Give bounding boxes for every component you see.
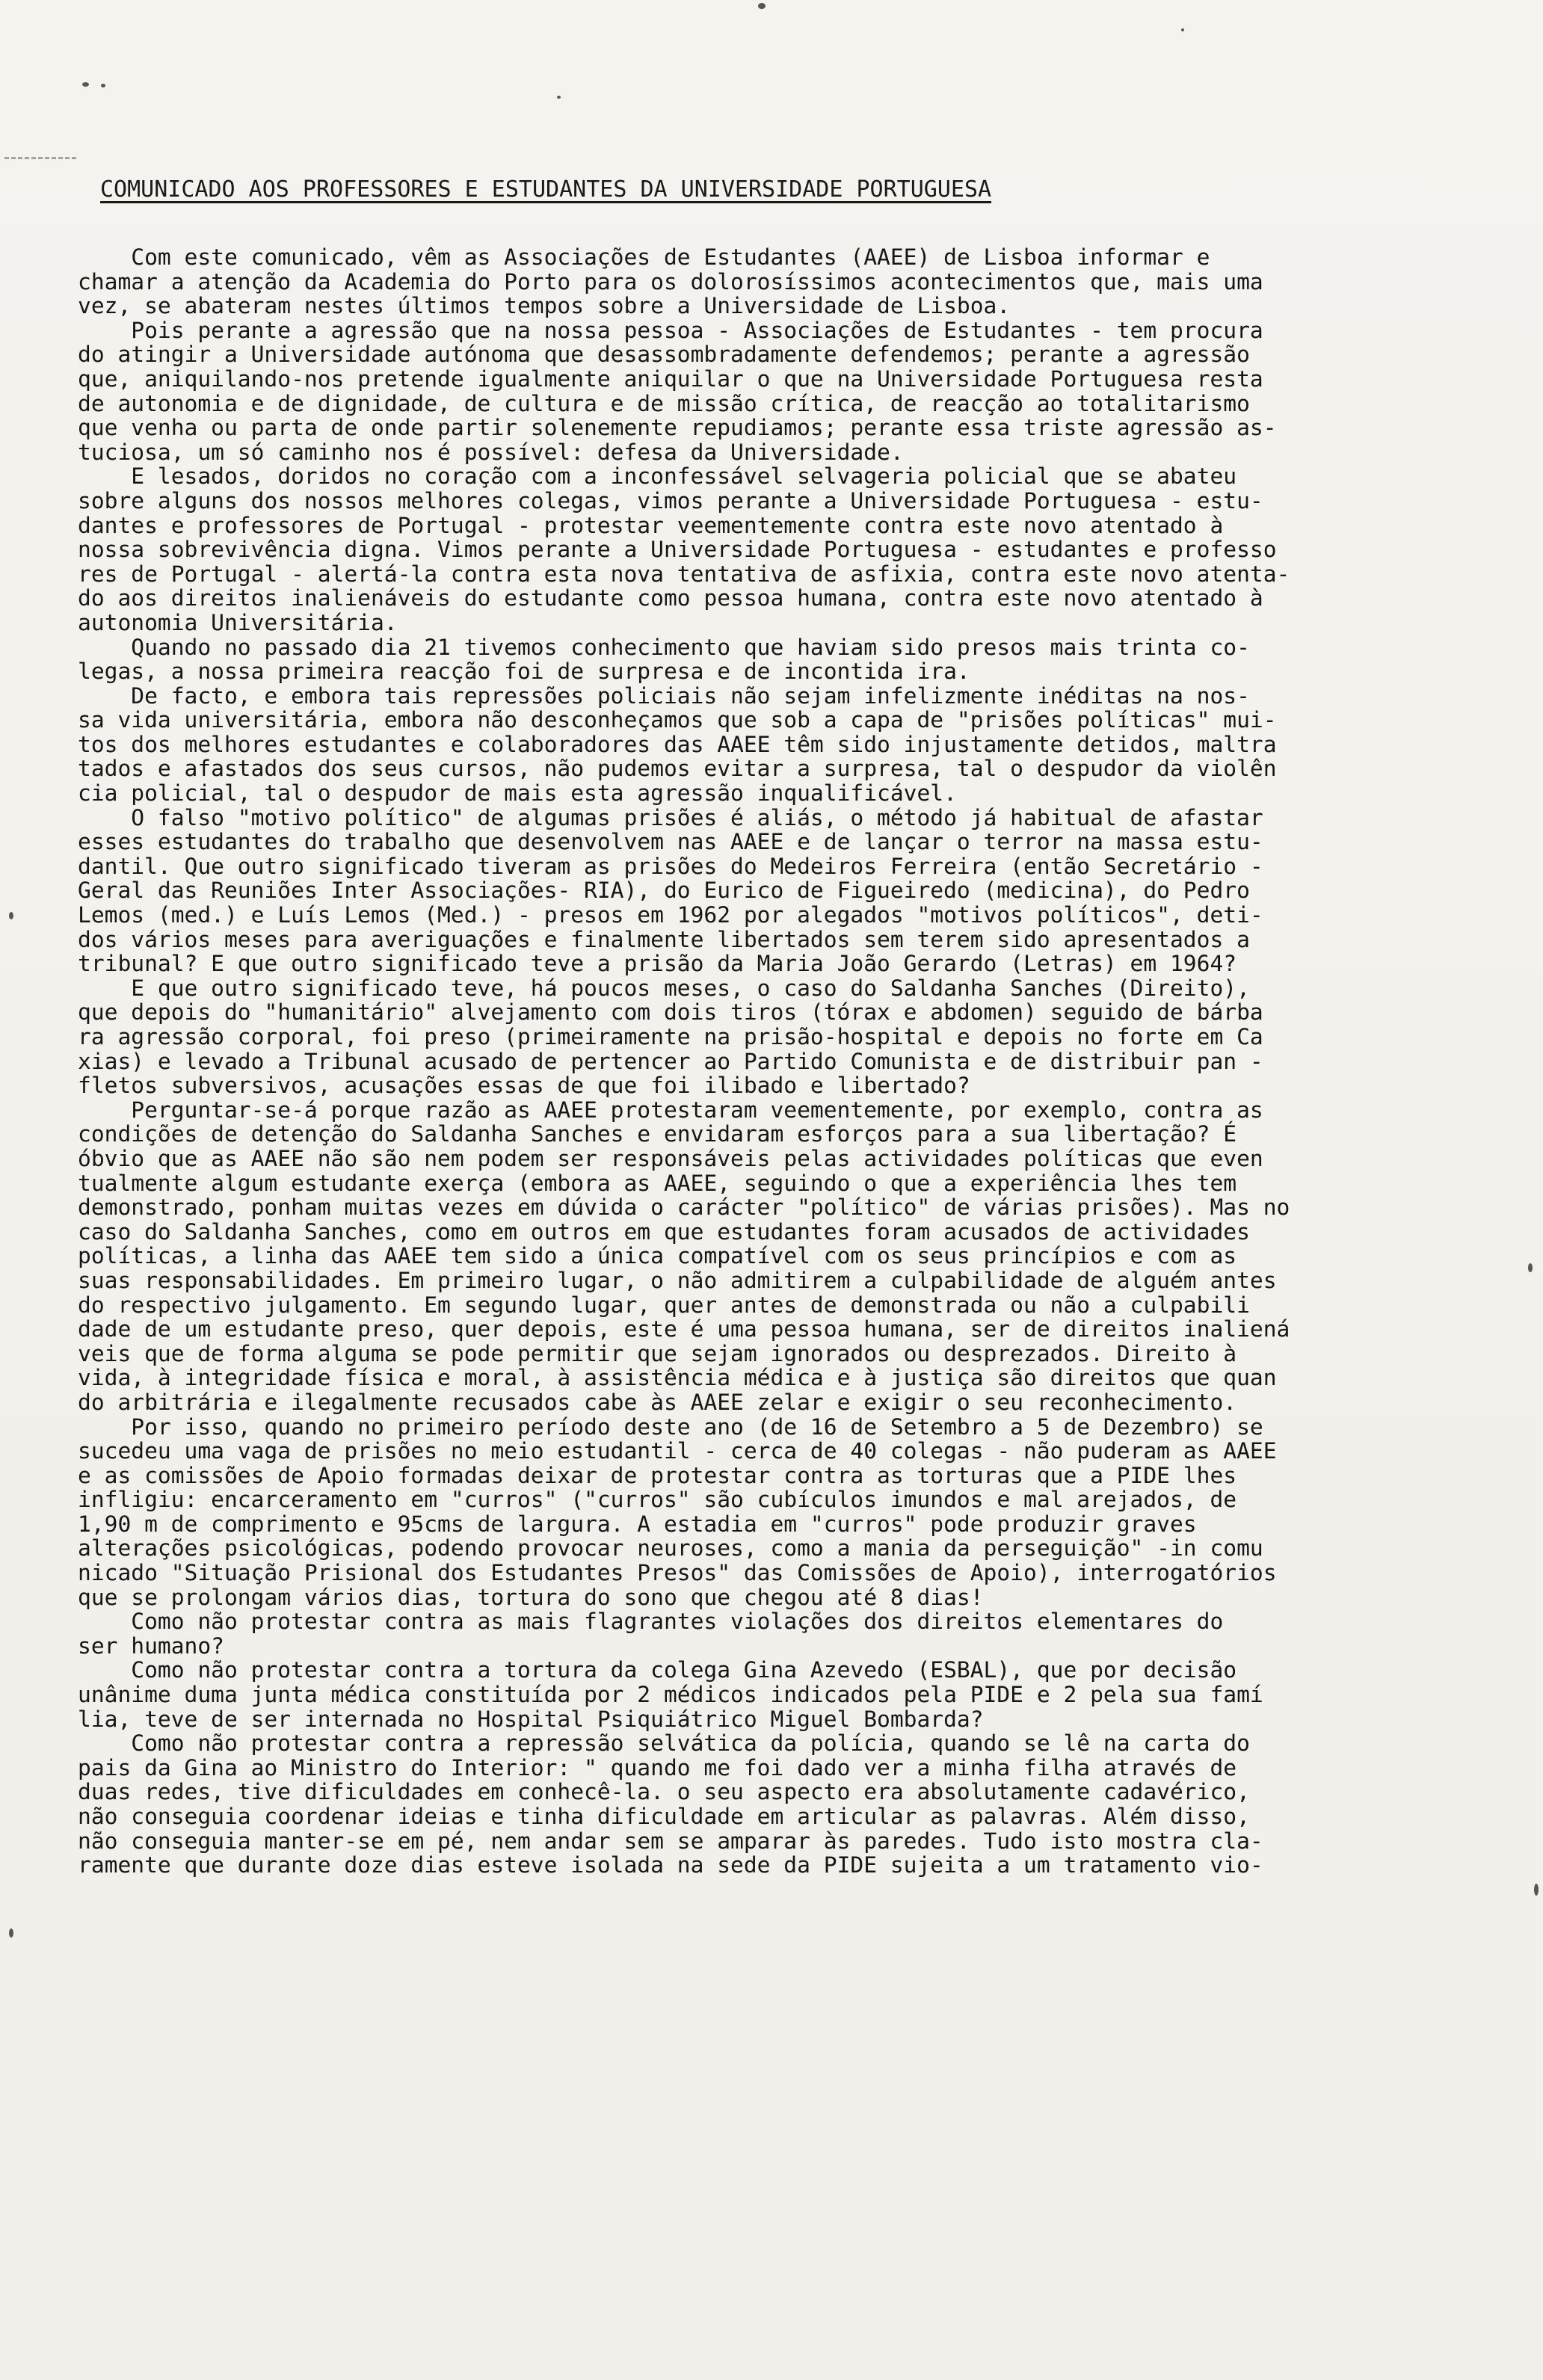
scan-speck bbox=[1528, 1263, 1533, 1272]
text-line: ser humano? bbox=[78, 1633, 224, 1659]
text-line: do atingir a Universidade autónoma que desassombradamente defendemos; perante a agressão bbox=[78, 342, 1250, 368]
text-line: tribunal? E que outro significado teve a prisão da Maria João Gerardo (Letras) em 1964? bbox=[78, 951, 1237, 977]
text-line: infligiu: encarceramento em "curros" ("curros" são cubículos imundos e mal arejados, de bbox=[78, 1487, 1237, 1513]
scan-speck bbox=[557, 96, 561, 99]
text-line: e as comissões de Apoio formadas deixar de protestar contra as torturas que a PIDE lhes bbox=[78, 1462, 1237, 1488]
text-line: unânime duma junta médica constituída por 2 médicos indicados pela PIDE e 2 pela sua famí bbox=[78, 1682, 1263, 1708]
text-line: dantes e professores de Portugal - protestar veementemente contra este novo atentado à bbox=[78, 512, 1224, 538]
text-line: condições de detenção do Saldanha Sanches e envidaram esforços para a sua libertação? É bbox=[78, 1121, 1237, 1147]
scan-smudge bbox=[4, 157, 76, 159]
text-line: nicado "Situação Prisional dos Estudantes Presos" das Comissões de Apoio), interrogatórios bbox=[78, 1560, 1277, 1586]
text-line: Como não protestar contra a tortura da colega Gina Azevedo (ESBAL), que por decisão bbox=[78, 1657, 1237, 1683]
text-line: cia policial, tal o despudor de mais esta agressão inqualificável. bbox=[78, 780, 957, 807]
text-line: tos dos melhores estudantes e colaboradores das AAEE têm sido injustamente detidos, maltra bbox=[78, 731, 1277, 757]
scan-speck bbox=[82, 82, 89, 87]
text-line: ra agressão corporal, foi preso (primeiramente na prisão-hospital e depois no forte em Ca bbox=[78, 1024, 1263, 1049]
text-line: óbvio que as AAEE não são nem podem ser responsáveis pelas actividades políticas que even bbox=[78, 1145, 1263, 1171]
text-line: sobre alguns dos nossos melhores colegas, vimos perante a Universidade Portuguesa - estu- bbox=[78, 487, 1263, 514]
page-title: COMUNICADO AOS PROFESSORES E ESTUDANTES DA UNIVERSIDADE PORTUGUESA bbox=[100, 176, 992, 203]
text-line: duas redes, tive dificuldades em conhecê-la. o seu aspecto era absolutamente cadavérico, bbox=[78, 1779, 1250, 1805]
text-line: Quando no passado dia 21 tivemos conhecimento que haviam sido presos mais trinta co- bbox=[78, 634, 1250, 660]
scan-speck bbox=[9, 1929, 13, 1937]
text-line: pais da Gina ao Ministro do Interior: " quando me foi dado ver a minha filha através de bbox=[78, 1754, 1237, 1781]
text-line: do arbitrária e ilegalmente recusados cabe às AAEE zelar e exigir o seu reconhecimento. bbox=[78, 1389, 1237, 1415]
text-line: caso do Saldanha Sanches, como em outros em que estudantes foram acusados de actividades bbox=[78, 1218, 1250, 1245]
scan-speck bbox=[101, 84, 105, 87]
text-line: Pois perante a agressão que na nossa pessoa - Associações de Estudantes - tem procura bbox=[78, 317, 1263, 343]
scan-speck bbox=[1534, 1884, 1539, 1896]
text-line: lia, teve de ser internada no Hospital Psiquiátrico Miguel Bombarda? bbox=[78, 1706, 984, 1732]
text-line: autonomia Universitária. bbox=[78, 609, 398, 635]
text-line: O falso "motivo político" de algumas prisões é aliás, o método já habitual de afastar bbox=[78, 804, 1263, 830]
text-line: 1,90 m de comprimento e 95cms de largura. A estadia em "curros" pode produzir graves bbox=[78, 1511, 1197, 1537]
text-line: Por isso, quando no primeiro período deste ano (de 16 de Setembro a 5 de Dezembro) se bbox=[78, 1413, 1263, 1440]
text-line: chamar a atenção da Academia do Porto para os dolorosíssimos acontecimentos que, mais uma bbox=[78, 268, 1263, 295]
text-line: xias) e levado a Tribunal acusado de pertencer ao Partido Comunista e de distribuir pan - bbox=[78, 1048, 1263, 1074]
scan-speck bbox=[758, 3, 766, 9]
text-line: sucedeu uma vaga de prisões no meio estudantil - cerca de 40 colegas - não puderam as AAEE bbox=[78, 1438, 1277, 1464]
text-line: que depois do "humanitário" alvejamento com dois tiros (tórax e abdomen) seguido de bárba bbox=[78, 999, 1263, 1026]
scan-speck bbox=[9, 912, 13, 919]
text-line: tados e afastados dos seus cursos, não pudemos evitar a surpresa, tal o despudor da violên bbox=[78, 756, 1277, 782]
text-line: vida, à integridade física e moral, à assistência médica e à justiça são direitos que quan bbox=[78, 1365, 1277, 1391]
text-line: Geral das Reuniões Inter Associações- RIA), do Eurico de Figueiredo (medicina), do Pedro bbox=[78, 878, 1250, 904]
text-line: Como não protestar contra as mais flagrantes violações dos direitos elementares do bbox=[78, 1609, 1224, 1635]
text-line: demonstrado, ponham muitas vezes em dúvida o carácter "político" de várias prisões). Mas no bbox=[78, 1194, 1290, 1221]
text-line: que venha ou parta de onde partir solenemente repudiamos; perante essa triste agressão as- bbox=[78, 415, 1277, 441]
text-line: vez, se abateram nestes últimos tempos sobre a Universidade de Lisboa. bbox=[78, 293, 1011, 319]
text-line: esses estudantes do trabalho que desenvolvem nas AAEE e de lançar o terror na massa estu- bbox=[78, 829, 1263, 855]
text-line: Como não protestar contra a repressão selvática da polícia, quando se lê na carta do bbox=[78, 1730, 1250, 1757]
text-line: tuciosa, um só caminho nos é possível: defesa da Universidade. bbox=[78, 439, 904, 465]
text-line: do respectivo julgamento. Em segundo lugar, quer antes de demonstrada ou não a culpabili bbox=[78, 1292, 1250, 1318]
text-line: Com este comunicado, vêm as Associações de Estudantes (AAEE) de Lisboa informar e bbox=[78, 244, 1210, 270]
text-line: tualmente algum estudante exerça (embora as AAEE, seguindo o que a experiência lhes tem bbox=[78, 1170, 1237, 1196]
text-line: não conseguia coordenar ideias e tinha dificuldade em articular as palavras. Além disso, bbox=[78, 1804, 1250, 1829]
text-line: De facto, e embora tais repressões policiais não sejam infelizmente inéditas na nos- bbox=[78, 682, 1250, 709]
text-line: não conseguia manter-se em pé, nem andar sem se amparar às paredes. Tudo isto mostra cla- bbox=[78, 1828, 1263, 1854]
text-line: Lemos (med.) e Luís Lemos (Med.) - presos em 1962 por alegados "motivos políticos", deti- bbox=[78, 902, 1263, 928]
text-line: Perguntar-se-á porque razão as AAEE protestaram veementemente, por exemplo, contra as bbox=[78, 1097, 1263, 1123]
text-line: E que outro significado teve, há poucos meses, o caso do Saldanha Sanches (Direito), bbox=[78, 975, 1250, 1001]
text-line: de autonomia e de dignidade, de cultura e de missão crítica, de reacção ao totalitarismo bbox=[78, 390, 1250, 416]
text-line: veis que de forma alguma se pode permitir que sejam ignorados ou desprezados. Direito à bbox=[78, 1340, 1237, 1366]
text-line: E lesados, doridos no coração com a inconfessável selvageria policial que se abateu bbox=[78, 463, 1237, 490]
text-line: que se prolongam vários dias, tortura do sono que chegou até 8 dias! bbox=[78, 1584, 984, 1610]
text-line: do aos direitos inalienáveis do estudante como pessoa humana, contra este novo atentado à bbox=[78, 585, 1263, 611]
text-line: suas responsabilidades. Em primeiro lugar, o não admitirem a culpabilidade de alguém antes bbox=[78, 1267, 1277, 1293]
text-line: sa vida universitária, embora não desconheçamos que sob a capa de "prisões políticas" mui- bbox=[78, 707, 1277, 733]
text-line: res de Portugal - alertá-la contra esta nova tentativa de asfixia, contra este novo atenta- bbox=[78, 561, 1290, 587]
text-line: nossa sobrevivência digna. Vimos perante a Universidade Portuguesa - estudantes e professo bbox=[78, 537, 1277, 563]
text-line: dantil. Que outro significado tiveram as prisões do Medeiros Ferreira (então Secretário - bbox=[78, 853, 1263, 879]
scan-speck bbox=[1181, 28, 1184, 31]
text-line: dade de um estudante preso, quer depois, este é uma pessoa humana, ser de direitos inaliená bbox=[78, 1316, 1290, 1342]
text-line: dos vários meses para averiguações e finalmente libertados sem terem sido apresentados a bbox=[78, 926, 1250, 952]
text-line: políticas, a linha das AAEE tem sido a única compatível com os seus princípios e com as bbox=[78, 1243, 1237, 1269]
text-line: fletos subversivos, acusações essas de que foi ilibado e libertado? bbox=[78, 1073, 970, 1099]
text-line: que, aniquilando-nos pretende igualmente aniquilar o que na Universidade Portuguesa resta bbox=[78, 366, 1263, 392]
text-line: alterações psicológicas, podendo provocar neuroses, como a mania da perseguição" -in comu bbox=[78, 1535, 1263, 1562]
body-text bbox=[78, 245, 1498, 1878]
text-line: legas, a nossa primeira reacção foi de surpresa e de incontida ira. bbox=[78, 659, 970, 685]
text-line: ramente que durante doze dias esteve isolada na sede da PIDE sujeita a um tratamento vio- bbox=[78, 1852, 1263, 1878]
